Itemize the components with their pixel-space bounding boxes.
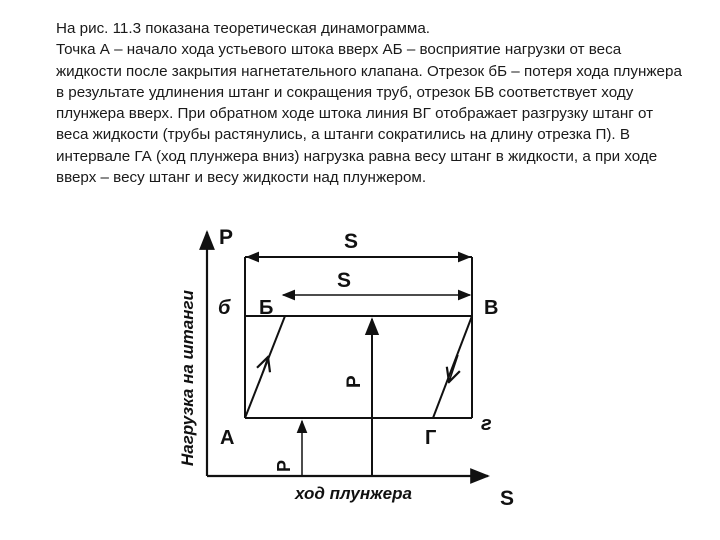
- point-V-label: В: [484, 297, 499, 319]
- top-span-label: S: [344, 230, 359, 253]
- x-axis-label: ход плунжера: [295, 484, 412, 503]
- text-line-1: На рис. 11.3 показана теоретическая динамограмма.: [56, 20, 431, 37]
- vertical-load-label: P: [344, 375, 365, 388]
- point-g-lower-label: г: [481, 413, 492, 435]
- inner-span-label: S: [337, 269, 352, 292]
- arrow-down-VG: [449, 355, 458, 382]
- x-axis-letter: S: [500, 487, 515, 510]
- point-b-lower-label: б: [218, 297, 231, 319]
- text-paragraph: Точка А – начало хода устьевого штока вверх АБ – восприятие нагрузки от веса жидкости после закрытия нагнетательного клапана. Отрезок бБ – потеря хода плунжера в результате удлинения штанг и сокращения труб, отрезок БВ соответствует ходу плунжера вверх. При обратном ходе штока линия ВГ отображает разгрузку штанг от веса жидкости (трубы растянулись, а штанги сократились на длину отрезка П). В интервале ГА (ход плунжера вниз) нагрузка равна весу штанг в жидкости, а при ходе вверх – весу штанг и весу жидкости над плунжером.: [56, 41, 682, 187]
- point-A-label: А: [220, 427, 235, 449]
- line-VG: [433, 316, 472, 418]
- y-axis-label: Нагрузка на штанги: [178, 290, 197, 466]
- point-B-upper-label: Б: [259, 297, 274, 319]
- point-G-label: Г: [425, 427, 437, 449]
- y-axis-letter: P: [219, 226, 234, 249]
- lower-load-label: P: [274, 459, 294, 472]
- arrow-up-AB: [259, 357, 268, 383]
